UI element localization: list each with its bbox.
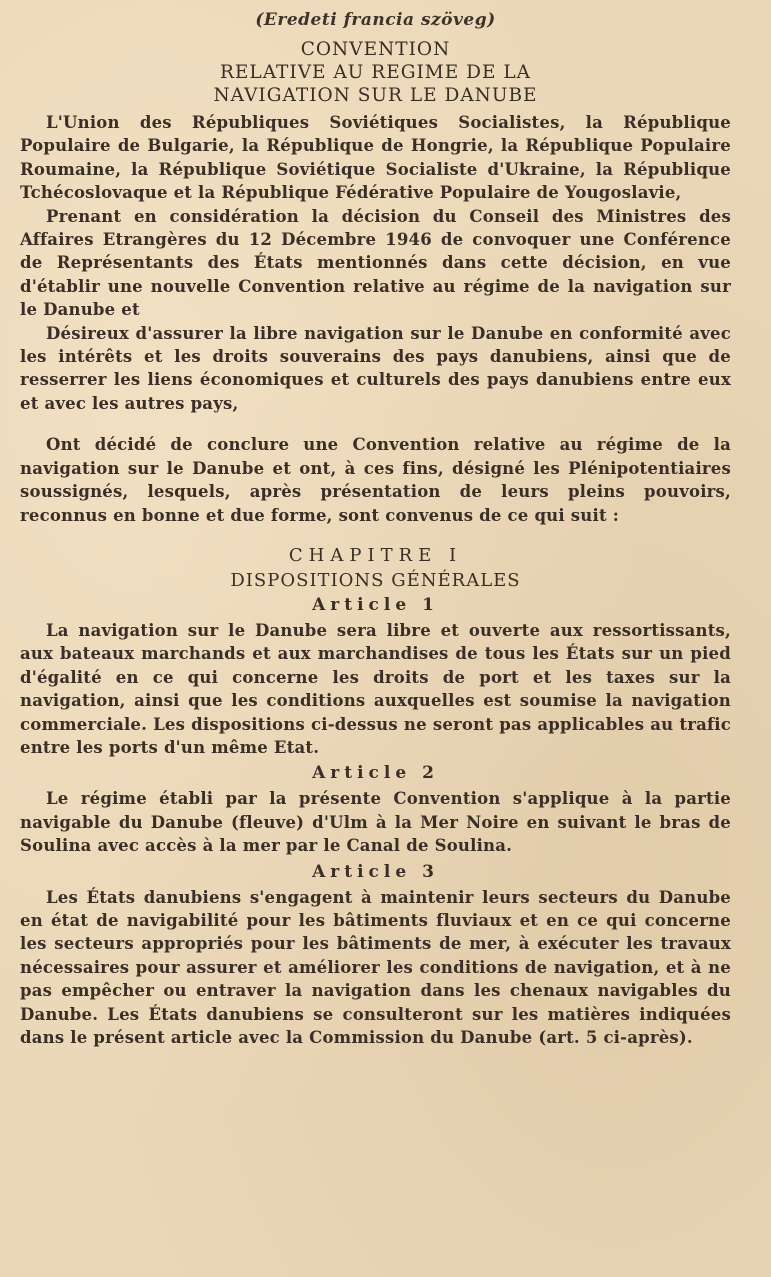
title-line: RELATIVE AU REGIME DE LA <box>219 62 531 83</box>
chapter-heading: CHAPITRE I <box>288 544 463 566</box>
article-1 <box>20 595 731 759</box>
article-heading: Article 1 <box>312 594 439 615</box>
article-3 <box>20 862 731 1050</box>
article-text: Les États danubiens s'engagent à maintenir leurs secteurs du Danube en état de navigabilité pour les bâtiments fluviaux et en ce qui concerne les secteurs appropriés pour les bâtiments de mer, à exécuter les travaux nécessaires pour assurer et améliorer les conditions de navigation, et à ne pas empêcher ou entraver la navigation dans les chenaux navigables du Danube. Les États danubiens se consulteront sur les matières indiquées dans le présent article avec la Commission du Danube (art. 5 ci-après). <box>20 887 731 1047</box>
article-text: La navigation sur le Danube sera libre et ouverte aux ressortissants, aux bateaux marchands et aux marchandises de tous les États sur un pied d'égalité en ce qui concerne les droits de port et les taxes sur la navigation, ainsi que les conditions auxquelles est soumise la navigation commerciale. Les dispositions ci-dessus ne seront pas applicables au trafic entre les ports d'un même Etat. <box>20 620 731 757</box>
article-heading: Article 3 <box>312 861 439 882</box>
preamble-considering: Prenant en considération la décision du Conseil des Ministres des Affaires Etrangères du 12 Décembre 1946 de convoquer une Conférence de Représentants des États mentionnés dans cette décision, en vue d'établir une nouvelle Convention relative au régime de la navigation sur le Danube et <box>20 206 731 320</box>
title-line: NAVIGATION SUR LE DANUBE <box>213 85 538 106</box>
title-line: CONVENTION <box>300 39 451 60</box>
article-text: Le régime établi par la présente Convention s'applique à la partie navigable du Danube (fleuve) d'Ulm à la Mer Noire en suivant le bras de Soulina avec accès à la mer par le Canal de Soulina. <box>20 789 731 856</box>
chapter-subheading: DISPOSITIONS GÉNÉRALES <box>230 569 521 591</box>
original-text-note: (Eredeti francia szöveg) <box>255 10 496 30</box>
preamble-parties: L'Union des Républiques Soviétiques Socialistes, la République Populaire de Bulgarie, la République de Hongrie, la République Populaire Roumaine, la République Soviétique Socialiste d'Ukraine, la République Tchécoslovaque et la République Fédérative Populaire de Yougoslavie, <box>20 113 731 203</box>
document-title <box>20 38 731 107</box>
article-2 <box>20 763 731 857</box>
article-heading: Article 2 <box>312 763 439 784</box>
preamble-decided: Ont décidé de conclure une Convention relative au régime de la navigation sur le Danube et ont, à ces fins, désigné les Plénipotentiaires soussignés, lesquels, après présentation de leurs pleins pouvoirs, reconnus en bonne et due forme, sont convenus de ce qui suit : <box>20 435 731 525</box>
preamble <box>20 111 731 527</box>
preamble-desiring: Désireux d'assurer la libre navigation sur le Danube en conformité avec les intérêts et les droits souverains des pays danubiens, ainsi que de resserrer les liens économiques et culturels des pays danubiens entre eux et avec les autres pays, <box>20 323 731 413</box>
